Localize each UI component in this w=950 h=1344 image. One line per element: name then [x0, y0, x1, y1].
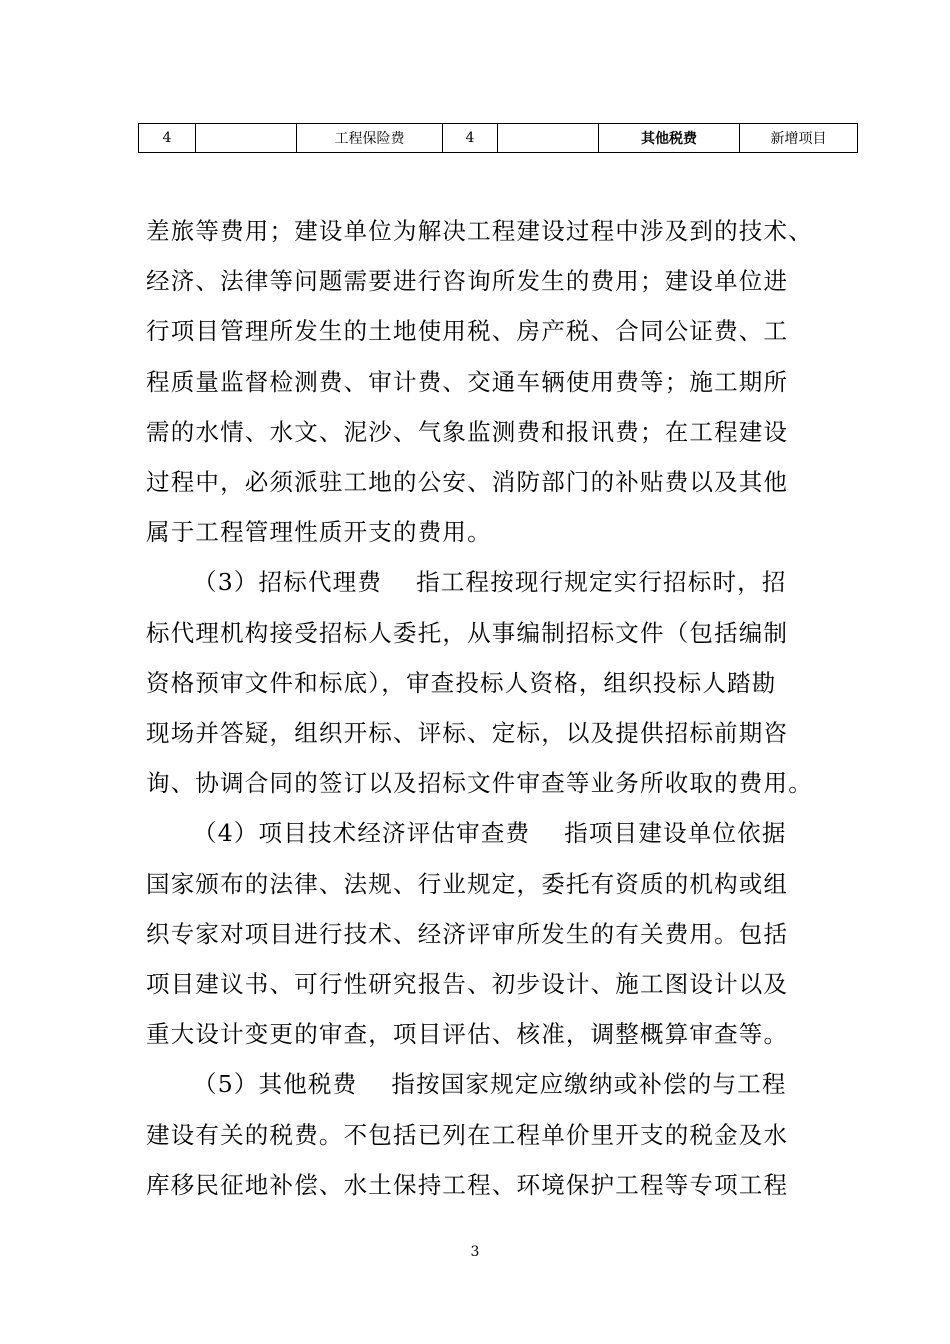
item4-first-line [146, 808, 836, 858]
table-cell-empty-left [196, 124, 297, 153]
table-cell-note: 新增项目 [740, 124, 858, 153]
text-line: 经济、法律等问题需要进行咨询所发生的费用；建设单位进 [146, 267, 789, 296]
text-line: 程质量监督检测费、审计费、交通车辆使用费等；施工期所 [146, 367, 789, 396]
text-line: 标代理机构接受招标人委托，从事编制招标文件（包括编制 [146, 618, 789, 647]
text-line: 询、协调合同的签订以及招标文件审查等业务所收取的费用。 [146, 769, 813, 798]
text-line: 重大设计变更的审查，项目评估、核准，调整概算审查等。 [146, 1020, 789, 1049]
item3-heading: （3）招标代理费 [193, 568, 383, 597]
text-line: 织专家对项目进行技术、经济评审所发生的有关费用。包括 [146, 919, 789, 948]
page-number: 3 [470, 1244, 480, 1260]
body-text [146, 206, 836, 1210]
text-line: 国家颁布的法律、法规、行业规定，委托有资质的机构或组 [146, 869, 789, 898]
item4-heading: （4）项目技术经济评估审查费 [193, 819, 531, 848]
text-line: 库移民征地补偿、水土保持工程、环境保护工程等专项工程 [146, 1170, 789, 1199]
item4-definition-start: 指项目建设单位依据 [564, 819, 787, 848]
text-line: 差旅等费用；建设单位为解决工程建设过程中涉及到的技术、 [146, 217, 813, 245]
cost-comparison-table [138, 123, 858, 153]
table-cell-empty-right [498, 124, 599, 153]
table-cell-index-left: 4 [139, 124, 196, 153]
item3-definition-start: 指工程按现行规定实行招标时，招 [416, 568, 787, 597]
text-line: 属于工程管理性质开支的费用。 [146, 518, 492, 547]
table-row [139, 124, 858, 153]
text-line: 过程中，必须派驻工地的公安、消防部门的补贴费以及其他 [146, 468, 789, 497]
table-cell-item-right: 其他税费 [599, 124, 740, 153]
item5-first-line [146, 1059, 836, 1109]
text-line: 资格预审文件和标底），审查投标人资格，组织投标人踏勘 [146, 668, 777, 697]
text-line: 项目建议书、可行性研究报告、初步设计、施工图设计以及 [146, 970, 789, 999]
item5-heading: （5）其他税费 [193, 1070, 358, 1099]
table-cell-index-right: 4 [443, 124, 498, 153]
item5-definition-start: 指按国家规定应缴纳或补偿的与工程 [391, 1070, 787, 1099]
text-line: 建设有关的税费。不包括已列在工程单价里开支的税金及水 [146, 1120, 789, 1149]
item3-first-line [146, 557, 836, 607]
table-cell-item-left: 工程保险费 [297, 124, 443, 153]
text-line: 现场并答疑，组织开标、评标、定标，以及提供招标前期咨 [146, 719, 789, 748]
text-line: 需的水情、水文、泥沙、气象监测费和报讯费；在工程建设 [146, 417, 789, 446]
text-line: 行项目管理所发生的土地使用税、房产税、合同公证费、工 [146, 317, 789, 346]
